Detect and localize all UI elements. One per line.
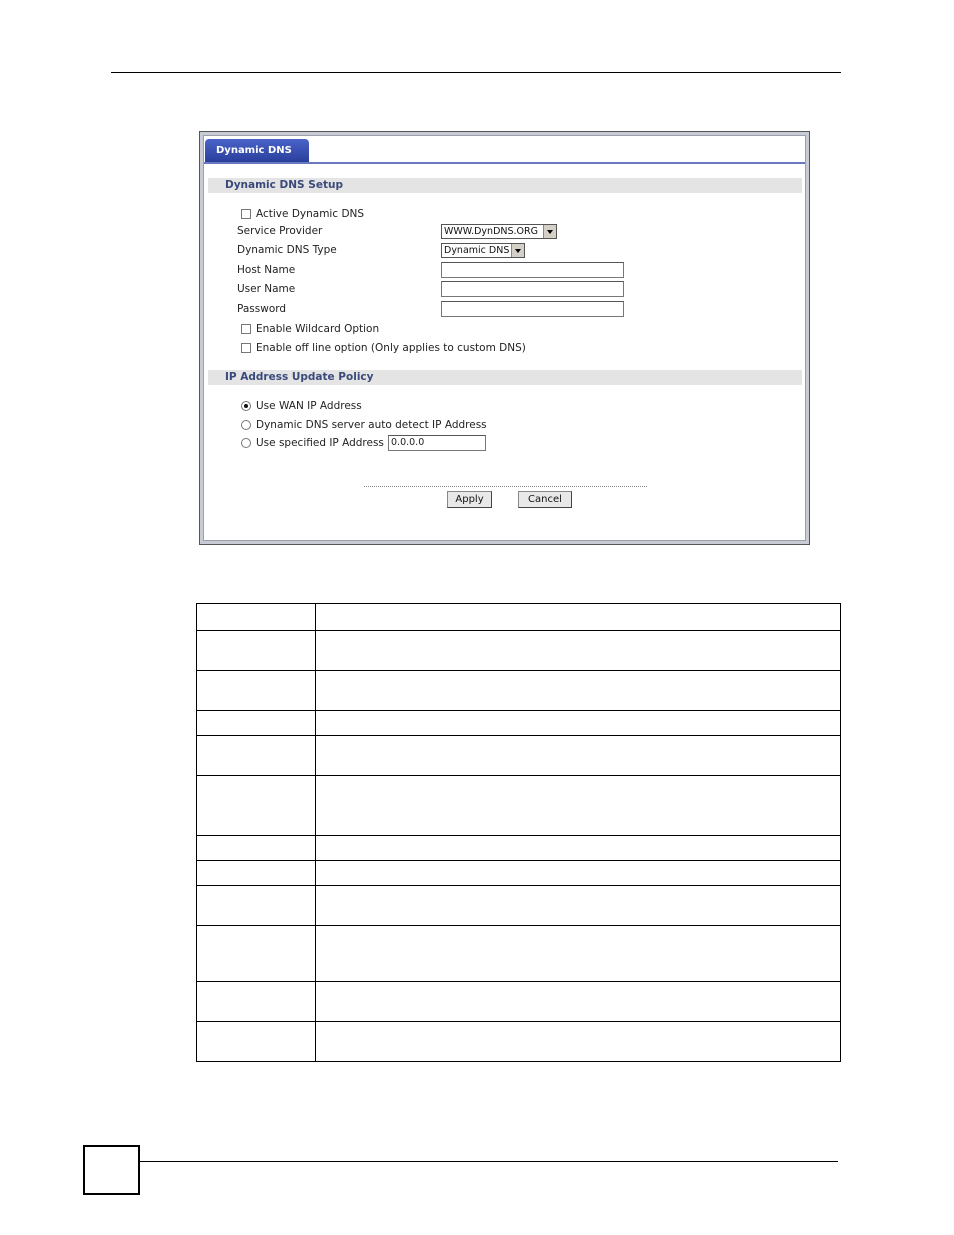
- table-row: [197, 671, 841, 711]
- table-cell: [316, 671, 841, 711]
- apply-button[interactable]: Apply: [447, 491, 492, 508]
- table-cell: [197, 836, 316, 861]
- table-cell: [316, 776, 841, 836]
- table-cell: [316, 836, 841, 861]
- table-row: [197, 836, 841, 861]
- user-name-label: User Name: [237, 283, 296, 295]
- host-name-input[interactable]: [441, 262, 624, 278]
- page-number-box: [83, 1145, 140, 1195]
- table-header-cell: [316, 604, 841, 631]
- table-row: [197, 1022, 841, 1062]
- specified-ip-input[interactable]: 0.0.0.0: [388, 435, 486, 451]
- tab-dynamic-dns[interactable]: Dynamic DNS: [205, 139, 309, 162]
- page-footer-rule: [140, 1161, 838, 1162]
- offline-option-label: Enable off line option (Only applies to custom DNS): [256, 342, 526, 354]
- table-cell: [197, 671, 316, 711]
- table-row: [197, 776, 841, 836]
- cancel-button[interactable]: Cancel: [518, 491, 572, 508]
- wildcard-checkbox[interactable]: [241, 324, 251, 334]
- use-wan-ip-radio[interactable]: [241, 401, 251, 411]
- table-header-cell: [197, 604, 316, 631]
- table-cell: [316, 982, 841, 1022]
- table-cell: [316, 886, 841, 926]
- service-provider-value: WWW.DynDNS.ORG: [444, 226, 538, 237]
- policy-section-header: IP Address Update Policy: [208, 370, 802, 385]
- table-cell: [316, 631, 841, 671]
- user-name-input[interactable]: [441, 281, 624, 297]
- setup-section-header: Dynamic DNS Setup: [208, 178, 802, 193]
- auto-detect-ip-radio[interactable]: [241, 420, 251, 430]
- table-header-row: [197, 604, 841, 631]
- wildcard-label: Enable Wildcard Option: [256, 323, 380, 335]
- table-cell: [197, 776, 316, 836]
- table-cell: [316, 1022, 841, 1062]
- table-cell: [197, 711, 316, 736]
- use-wan-ip-label: Use WAN IP Address: [256, 400, 362, 412]
- use-specified-ip-radio[interactable]: [241, 438, 251, 448]
- dynamic-dns-panel: [203, 135, 806, 541]
- table-cell: [197, 736, 316, 776]
- offline-option-checkbox[interactable]: [241, 343, 251, 353]
- dynamic-dns-screenshot: [199, 131, 810, 545]
- ddns-type-label: Dynamic DNS Type: [237, 244, 337, 256]
- tab-bar: [204, 136, 805, 164]
- button-divider: [364, 486, 647, 487]
- password-label: Password: [237, 303, 287, 315]
- active-ddns-label: Active Dynamic DNS: [256, 208, 365, 220]
- table-cell: [316, 926, 841, 982]
- ddns-type-value: Dynamic DNS: [444, 245, 510, 256]
- table-cell: [316, 861, 841, 886]
- table-cell: [197, 982, 316, 1022]
- use-specified-ip-label: Use specified IP Address: [256, 437, 384, 449]
- table-cell: [197, 1022, 316, 1062]
- chevron-down-icon: [511, 244, 524, 257]
- field-description-table: [196, 603, 841, 1062]
- table-row: [197, 982, 841, 1022]
- table-row: [197, 926, 841, 982]
- ddns-type-select[interactable]: [441, 243, 525, 258]
- table-row: [197, 736, 841, 776]
- table-row: [197, 711, 841, 736]
- chevron-down-icon: [543, 225, 556, 238]
- service-provider-select[interactable]: [441, 224, 557, 239]
- table-cell: [197, 861, 316, 886]
- auto-detect-ip-label: Dynamic DNS server auto detect IP Address: [256, 419, 487, 431]
- active-ddns-checkbox[interactable]: [241, 209, 251, 219]
- password-input[interactable]: [441, 301, 624, 317]
- table-cell: [197, 926, 316, 982]
- service-provider-label: Service Provider: [237, 225, 323, 237]
- page-header-rule: [111, 72, 841, 73]
- host-name-label: Host Name: [237, 264, 296, 276]
- table-cell: [197, 886, 316, 926]
- table-row: [197, 861, 841, 886]
- table-cell: [316, 711, 841, 736]
- table-cell: [197, 631, 316, 671]
- table-cell: [316, 736, 841, 776]
- table-row: [197, 886, 841, 926]
- table-row: [197, 631, 841, 671]
